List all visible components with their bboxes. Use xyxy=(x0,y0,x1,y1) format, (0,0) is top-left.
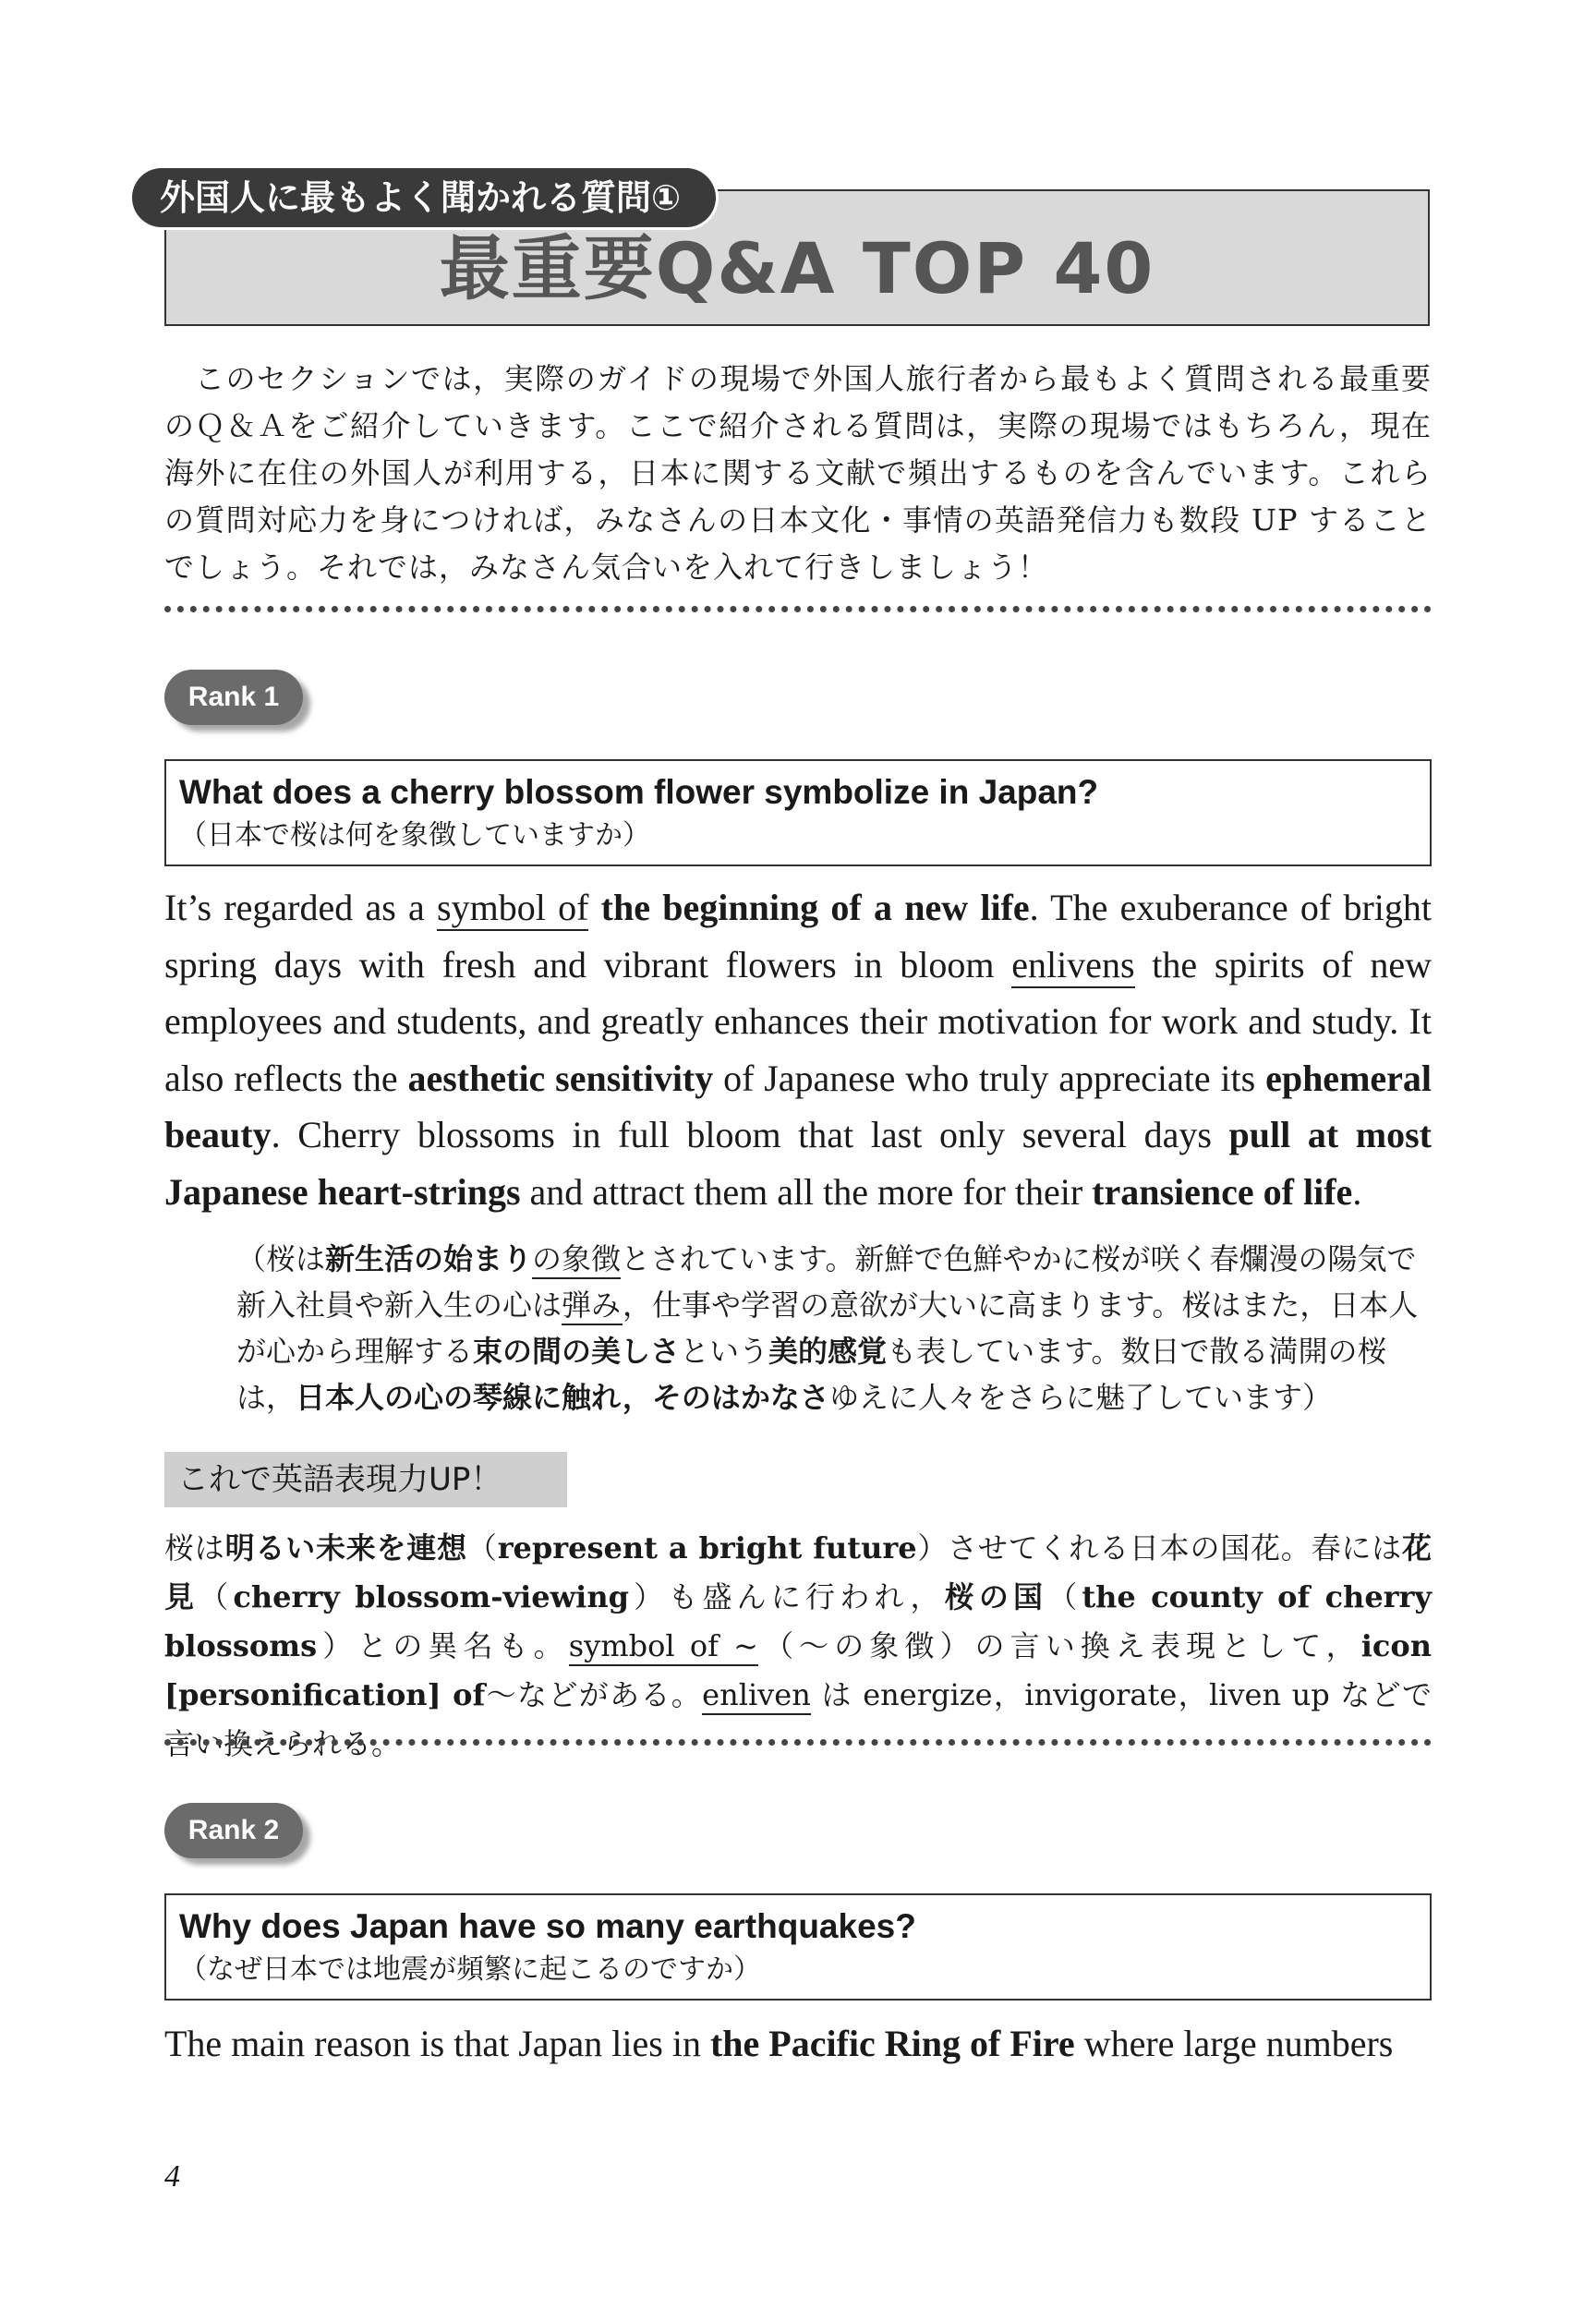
question-english: Why does Japan have so many earthquakes? xyxy=(179,1907,916,1945)
bold-phrase: represent a bright future xyxy=(497,1530,917,1566)
bold-phrase: aesthetic sensitivity xyxy=(407,1057,714,1099)
bold-phrase: the Pacific Ring of Fire xyxy=(709,2023,1075,2064)
tip-text: ）させてくれる日本の国花。春には xyxy=(916,1530,1402,1566)
tip-text: ）も盛んに行われ， xyxy=(628,1579,945,1614)
bold-phrase: ephemeral beauty xyxy=(164,1057,1433,1155)
answer-text: The main reason is that Japan lies in xyxy=(164,2023,710,2064)
page-title: 最重要Q&A TOP 40 xyxy=(439,227,1155,309)
tip-text: ）との異名も。 xyxy=(317,1628,569,1663)
japanese-translation xyxy=(236,1236,1432,1420)
underlined-phrase: enliven xyxy=(702,1677,811,1715)
underlined-phrase: 弾み xyxy=(562,1287,623,1325)
bold-phrase: transience of life xyxy=(1092,1170,1353,1213)
tip-text: （ xyxy=(199,1579,234,1614)
tip-text: （～の象徴）の言い換え表現として， xyxy=(758,1628,1361,1663)
question-box xyxy=(164,759,1432,866)
dotted-divider xyxy=(164,606,1432,612)
answer-text: and attract them all the more for their xyxy=(520,1170,1093,1213)
translation-text: という xyxy=(680,1334,769,1369)
answer-text: where large numbers xyxy=(1074,2023,1394,2064)
bold-phrase: 新生活の始まり xyxy=(325,1241,533,1276)
bold-phrase: 美的感覚 xyxy=(768,1334,888,1369)
bold-phrase: 日本人の心の琴線に触れ，そのはかなさ xyxy=(296,1380,829,1415)
tip-text: は energize，invigorate，liven up などで言い換えられる。 xyxy=(164,1677,1432,1761)
bold-phrase: icon [personification] of xyxy=(164,1628,1432,1712)
page-number: 4 xyxy=(164,2159,180,2194)
answer-text: the spirits of new employees and students, and greatly enhances their motivation for work and study. It also reflects the xyxy=(164,943,1433,1099)
rank-badge: Rank 1 xyxy=(164,670,303,725)
answer-text: . Cherry blossoms in full bloom that last only several days xyxy=(271,1114,1229,1155)
section-tab-label: 外国人に最もよく聞かれる質問① xyxy=(132,168,716,227)
question-english: What does a cherry blossom flower symbolize in Japan? xyxy=(179,773,1099,811)
tip-label: これで英語表現力UP！ xyxy=(164,1452,567,1507)
question-box xyxy=(164,1893,1432,2001)
question-japanese: （なぜ日本では地震が頻繁に起こるのですか） xyxy=(179,1953,761,1986)
tip-paragraph xyxy=(164,1524,1432,1769)
answer-text: . The exuberance of bright spring days with fresh and vibrant flowers in bloom xyxy=(164,887,1433,985)
bold-phrase: 束の間の美しさ xyxy=(473,1334,681,1369)
answer-text: of Japanese who truly appreciate its xyxy=(713,1057,1266,1099)
translation-text: ，仕事や学習の意欲が大いに高まります。桜はまた，日本人が心から理解する xyxy=(236,1287,1419,1369)
rank-badge: Rank 2 xyxy=(164,1803,303,1858)
bold-phrase: the beginning of a new life xyxy=(600,887,1030,928)
intro-paragraph: このセクションでは，実際のガイドの現場で外国人旅行者から最もよく質問される最重要のＱ＆Ａをご紹介していきます。ここで紹介される質問は，実際の現場ではもちろん，現在海外に在住の外国人が利用する，日本に関する文献で頻出するものを含んでいます。これらの質問対応力を身につければ，みなさんの日本文化・事情の英語発信力も数段 UP することでしょう。それでは，みなさん気合いを入れて行きしましょう！ xyxy=(164,361,1432,585)
answer-paragraph xyxy=(164,879,1432,1220)
bold-phrase: cherry blossom-viewing xyxy=(233,1579,629,1614)
translation-text: も表しています。数日で散る満開の桜は， xyxy=(236,1334,1387,1415)
answer-text: . xyxy=(1352,1170,1362,1213)
tip-text: 桜は xyxy=(164,1530,225,1566)
translation-text: とされています。新鮮で色鮮やかに桜が咲く春爛漫の陽気で新入社員や新入生の心は xyxy=(236,1241,1417,1323)
bold-phrase: 桜の国 xyxy=(944,1579,1048,1614)
question-japanese: （日本で桜は何を象徴していますか） xyxy=(179,819,650,852)
tip-text: ～などがある。 xyxy=(485,1677,703,1712)
translation-text: （桜は xyxy=(236,1241,326,1276)
answer-paragraph xyxy=(164,2015,1432,2073)
underlined-phrase: symbol of ~ xyxy=(569,1628,758,1666)
bold-phrase: 花見 xyxy=(164,1530,1432,1614)
underlined-phrase: symbol of xyxy=(437,887,588,931)
translation-text: ゆえに人々をさらに魅了しています） xyxy=(828,1380,1332,1415)
underlined-phrase: の象徴 xyxy=(532,1241,621,1279)
bold-phrase: pull at most Japanese heart-strings xyxy=(164,1114,1433,1213)
bold-phrase: 明るい未来を連想 xyxy=(224,1530,467,1566)
answer-text: It’s regarded as a xyxy=(164,887,438,928)
bold-phrase: the county of cherry blossoms xyxy=(164,1579,1432,1663)
tip-text: （ xyxy=(466,1530,498,1566)
dotted-divider xyxy=(164,1739,1432,1746)
underlined-phrase: enlivens xyxy=(1011,944,1134,988)
tip-text: （ xyxy=(1047,1579,1082,1614)
